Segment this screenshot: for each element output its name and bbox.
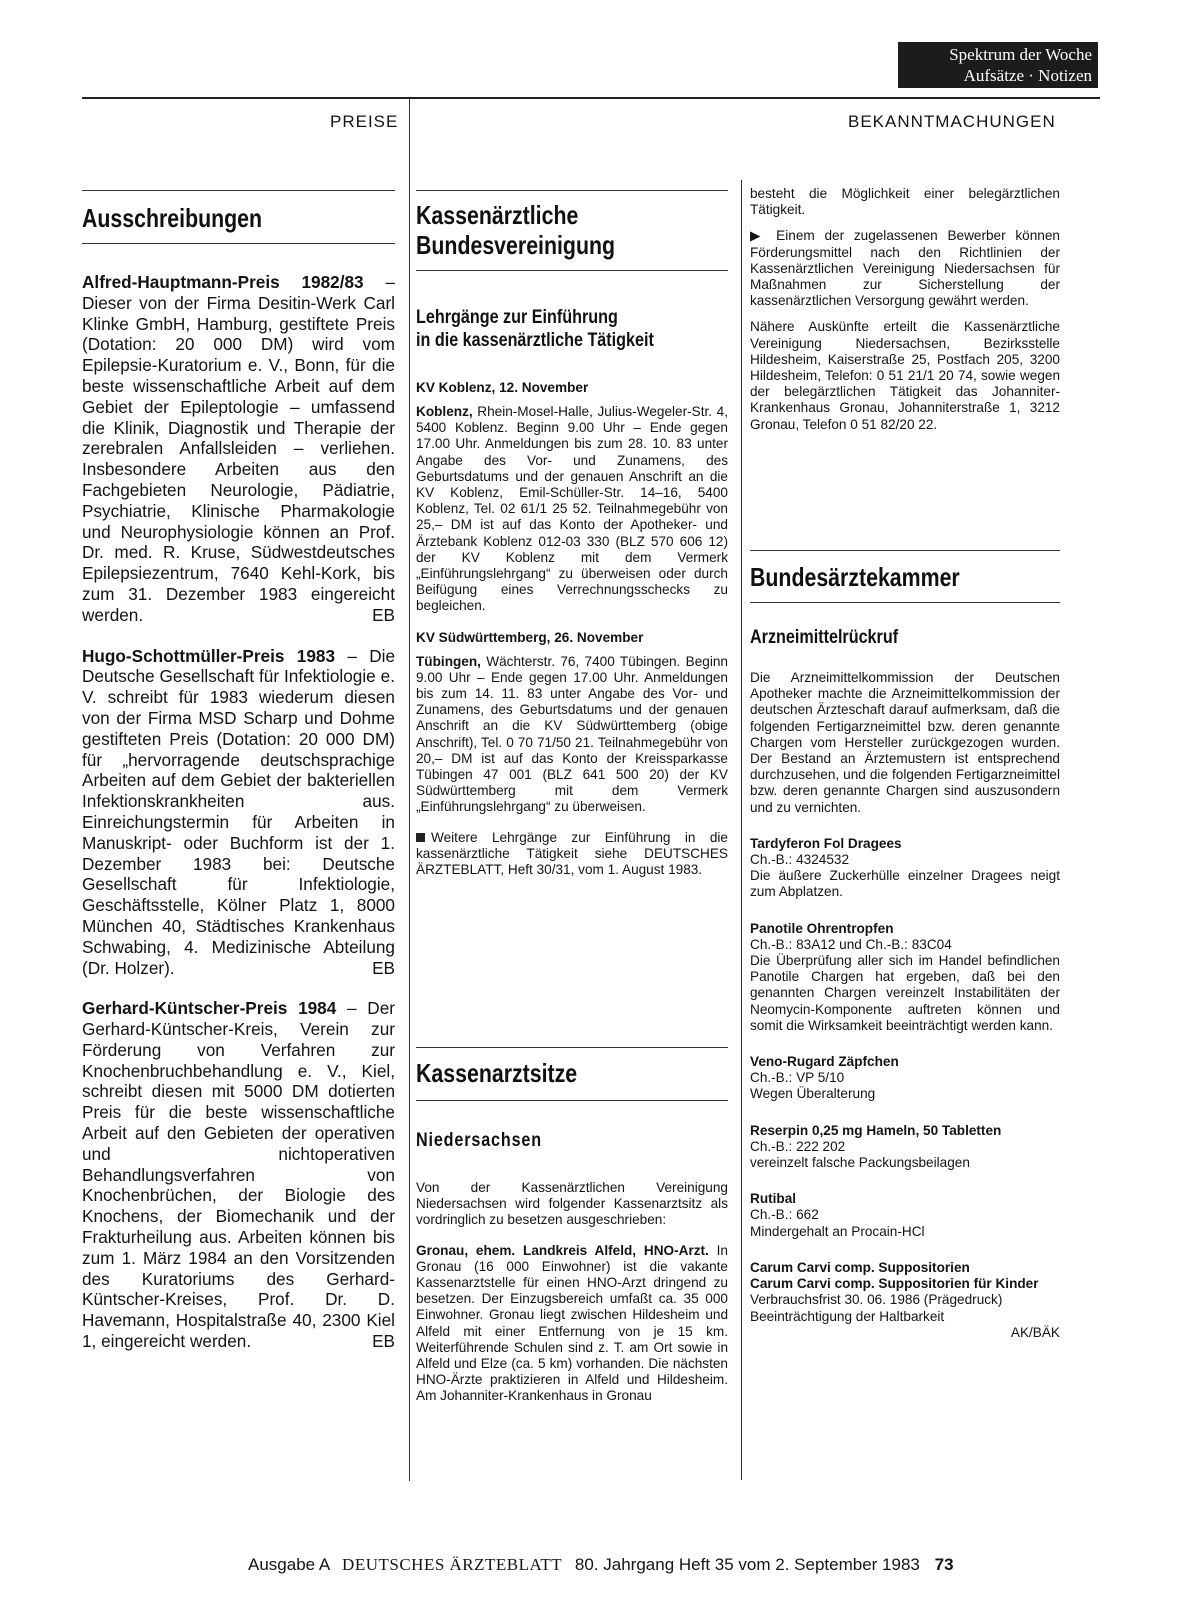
page-footer (248, 1555, 954, 1575)
title-line: Kassenärztliche (416, 200, 579, 230)
vacancy-text (416, 1243, 728, 1405)
vacancy-heading: Gronau, ehem. Landkreis Alfeld, HNO-Arzt. (416, 1242, 709, 1258)
recall-item (750, 1191, 1060, 1240)
article-title-kbv (416, 200, 615, 260)
subheading-line: Lehrgänge zur Einführung (416, 307, 618, 328)
vacancy-intro: Von der Kassenärztlichen Vereinigung Niedersachsen wird folgender Kassenarztsitz als vordringlich zu besetzen ausgeschrieben: (416, 1180, 728, 1228)
section-badge (898, 42, 1098, 88)
drug-charge: Ch.-B.: 83A12 und Ch.-B.: 83C04 (750, 936, 952, 952)
author-initials: EB (372, 604, 395, 625)
subheading-arzneimittelrueckruf: Arzneimittelrückruf (750, 627, 899, 648)
section-label-bekanntmachungen: BEKANNTMACHUNGEN (848, 112, 1056, 131)
course-note-text: Weitere Lehrgänge zur Einführung in die kassenärztliche Tätigkeit siehe DEUTSCHES ÄRZTEBLATT, Heft 30/31, vom 1. August 1983. (416, 829, 728, 878)
rule (750, 602, 1060, 603)
drug-note: Verbrauchsfrist 30. 06. 1986 (Prägedruck) (750, 1292, 1003, 1308)
drug-note: vereinzelt falsche Packungsbeilagen (750, 1155, 970, 1171)
square-bullet-icon (416, 833, 425, 842)
drug-note: Wegen Überalterung (750, 1086, 876, 1102)
footer-edition: Ausgabe A (248, 1555, 330, 1574)
drug-charge: Ch.-B.: 222 202 (750, 1138, 846, 1154)
prize-entry (82, 646, 395, 979)
article-title-kassenarztsitze: Kassenarztsitze (416, 1058, 578, 1088)
prize-title: Alfred-Hauptmann-Preis 1982/83 (82, 272, 364, 292)
recall-item (750, 1260, 1060, 1341)
drug-charge: Ch.-B.: 4324532 (750, 852, 849, 868)
rule (82, 243, 395, 244)
continued-text: besteht die Möglichkeit einer belegärztlichen Tätigkeit. (750, 186, 1060, 218)
prize-entry (82, 272, 395, 626)
subheading-lehrgaenge (416, 306, 654, 352)
prize-text: – Dieser von der Firma Desitin-Werk Carl Klinke GmbH, Hamburg, gestiftete Preis (Dotation: 20 000 DM) wird vom Epilepsie-Kuratorium e. V., Bonn, für die beste wissenschaftliche Arbeit auf dem Gebiet der Epileptologie – umfassend die Klinik, Diagnostik und Therapie der zerebralen Anfallsleiden – verliehen. Insbesondere Arbeiten aus den Fachgebieten Neurologie, Pädiatrie, Psychiatrie, Klinische Pharmakologie und Neurophysiologie können an Prof. Dr. med. R. Kruse, Südwestdeutsches Epilepsiezentrum, 7640 Kehl-Kork, bis zum 31. Dezember 1983 eingereicht werden. (82, 272, 395, 625)
author-initials: AK/BÄK (1010, 1324, 1060, 1340)
kv-courses (416, 379, 728, 878)
article-title-ausschreibungen: Ausschreibungen (82, 203, 263, 233)
rule (416, 270, 728, 271)
contact-info: Nähere Auskünfte erteilt die Kassenärztliche Vereinigung Niedersachsen, Bezirksstelle Hildesheim, Kaiserstraße 25, Postfach 205, 3200 Hildesheim, Telefon: 0 51 21/1 20 74, sowie wegen der belegärztlichen Tätigkeit das Johanniter-Krankenhaus Gronau, Johanniterstraße 1, 3212 Gronau, Telefon 0 51 82/20 22. (750, 319, 1060, 432)
drug-name: Rutibal (750, 1191, 797, 1207)
prize-text: – Die Deutsche Gesellschaft für Infektiologie e. V. schreibt für 1983 wiederum diesen von der Firma MSD Scharp und Dohme gestifteten Preis (Dotation: 20 000 DM) für „hervorragende deutschsprachige Arbeiten auf dem Gebiet der bakteriellen Infektionskrankheiten aus. Einreichungstermin für Arbeiten in Manuskript- oder Buchform ist der 1. Dezember 1983 bei: Deutsche Gesellschaft für Infektiologie, Geschäftsstelle, Kölner Platz 1, 8000 München 40, Städtisches Krankenhaus Schwabing, 4. Medizinische Abteilung (Dr. Holzer). (82, 645, 396, 978)
course-note (416, 830, 728, 879)
author-initials: EB (372, 1331, 395, 1352)
prize-title: Hugo-Schottmüller-Preis 1983 (82, 645, 336, 666)
funding-text: Einem der zugelassenen Bewerber können Förderungsmittel nach den Richtlinien der Kassenärztlichen Vereinigung Niedersachsen für Maßnahmen zur Sicherstellung der kassenärztlichen Versorgung gewährt werden. (750, 228, 1060, 309)
prize-title: Gerhard-Küntscher-Preis 1984 (82, 998, 337, 1019)
footer-issue: 80. Jahrgang Heft 35 vom 2. September 1983 (574, 1555, 920, 1574)
column-divider-2 (741, 180, 742, 1480)
course-city: Tübingen, (416, 653, 481, 669)
prize-entry (82, 998, 395, 1352)
course-heading: KV Koblenz, 12. November (416, 380, 589, 395)
drug-name: Reserpin 0,25 mg Hameln, 50 Tabletten (750, 1122, 1002, 1138)
title-line: Bundesvereinigung (416, 230, 616, 260)
course-text (416, 404, 728, 615)
section-label-preise: PREISE (330, 112, 399, 131)
header-rule (82, 97, 1100, 99)
drug-name: Carum Carvi comp. Suppositorien für Kinder (750, 1276, 1039, 1292)
drug-name: Tardyferon Fol Dragees (750, 835, 902, 851)
funding-note (750, 228, 1060, 309)
rule (750, 550, 1060, 551)
prize-list (82, 272, 395, 1352)
page-number: 73 (934, 1555, 954, 1574)
badge-line-2: Aufsätze · Notizen (963, 66, 1092, 85)
footer-magazine: DEUTSCHES ÄRZTEBLATT (342, 1555, 563, 1574)
recall-notice (750, 670, 1060, 1341)
subheading-niedersachsen: Niedersachsen (416, 1130, 542, 1151)
recall-item (750, 1054, 1060, 1103)
drug-name: Panotile Ohrentropfen (750, 920, 894, 936)
article-title-bundesaerztekammer: Bundesärztekammer (750, 562, 960, 592)
rule (416, 1047, 728, 1048)
drug-note: Mindergehalt an Procain-HCl (750, 1223, 925, 1239)
prize-text: – Der Gerhard-Küntscher-Kreis, Verein zur Förderung von Verfahren zur Knochenbruchbehandlung e. V., Kiel, schreibt diesen mit 5000 DM dotierten Preis für die beste wissenschaftliche Arbeit auf den Gebieten der operativen und nichtoperativen Behandlungsverfahren von Knochenbrüchen, der Biologie des Knochens, der Biomechanik und der Frakturheilung aus. Arbeiten können bis zum 1. März 1984 an den Vorsitzenden des Kuratoriums des Gerhard-Küntscher-Kreises, Prof. Dr. D. Havemann, Hospitalstraße 40, 2300 Kiel 1, eingereicht werden. (82, 998, 395, 1352)
drug-name: Veno-Rugard Zäpfchen (750, 1054, 899, 1070)
author-initials: EB (372, 957, 395, 978)
triangle-bullet-icon: ▶ (750, 228, 767, 244)
vacancy-details: In Gronau (16 000 Einwohner) ist die vakante Kassenarztstelle für einen HNO-Arzt dringend zu besetzen. Der Einzugsbereich umfaßt ca. 35 000 Einwohner. Gronau liegt zwischen Hildesheim und Alfeld mit einer Entfernung von je 15 km. Weiterführende Schulen sind z. T. am Ort sowie in Alfeld und Elze (ca. 5 km) vorhanden. Die nächsten HNO-Ärzte praktizieren in Alfeld und Hildesheim. Am Johanniter-Krankenhaus in Gronau (416, 1242, 728, 1404)
vacancy (416, 1180, 728, 1405)
rule (416, 190, 728, 191)
column-divider-1 (409, 99, 410, 1481)
subheading-line: in die kassenärztliche Tätigkeit (416, 330, 654, 351)
vacancy-continued (750, 186, 1060, 433)
badge-line-1: Spektrum der Woche (949, 45, 1092, 64)
recall-item (750, 1123, 1060, 1172)
recall-item (750, 836, 1060, 901)
course-heading: KV Südwürttemberg, 26. November (416, 629, 644, 645)
recall-intro: Die Arzneimittelkommission der Deutschen Apotheker machte die Arzneimittelkommission der deutschen Ärzteschaft darauf aufmerksam, daß die folgenden Fertigarzneimittel bzw. deren genannte Chargen vom Hersteller zurückgezogen wurden. Der Bestand an Ärztemustern ist entsprechend durchzusehen, und die folgenden Fertigarzneimittel bzw. deren genannte Chargen sind auszusondern und zu vernichten. (750, 670, 1060, 815)
drug-note: Beeinträchtigung der Haltbarkeit (750, 1308, 945, 1324)
drug-note: Die Überprüfung aller sich im Handel befindlichen Panotile Chargen hat ergeben, daß bei den genannten Chargen vereinzelt Instabilitäten der Neomycin-Komponente auftreten können und somit die Wirksamkeit beeinträchtigt werden kann. (750, 953, 1060, 1033)
drug-note: Die äußere Zuckerhülle einzelner Dragees neigt zum Abplatzen. (750, 868, 1060, 900)
drug-charge: Ch.-B.: 662 (750, 1207, 819, 1223)
rule (416, 1100, 728, 1101)
course-details: Rhein-Mosel-Halle, Julius-Wegeler-Str. 4, 5400 Koblenz. Beginn 9.00 Uhr – Ende gegen 17.00 Uhr. Anmeldungen bis zum 28. 10. 83 unter Angabe des Vor- und Zunamens, des Geburtsdatums und der genauen Anschrift an die KV Koblenz, Emil-Schüller-Str. 14–16, 5400 Koblenz, Tel. 02 61/1 25 52. Teilnahmegebühr von 25,– DM ist auf das Konto der Apotheker- und Ärztebank Koblenz 012-03 330 (BLZ 570 606 12) der KV Koblenz mit dem Vermerk „Einführungslehrgang“ zu überweisen oder durch Beifügung eines Verrechnungsschecks zu begleichen. (416, 404, 728, 614)
drug-name: Carum Carvi comp. Suppositorien (750, 1259, 970, 1275)
rule (82, 190, 395, 191)
course-city: Koblenz, (416, 404, 473, 419)
course-details: Wächterstr. 76, 7400 Tübingen. Beginn 9.00 Uhr – Ende gegen 17.00 Uhr. Anmeldungen bis zum 14. 11. 83 unter Angabe des Vor- und Zunamens, des Geburtsdatums und der genauen Anschrift an die KV Südwürttemberg (obige Anschrift), Tel. 0 70 71/50 21. Teilnahmegebühr von 20,– DM ist auf das Konto der Kreissparkasse Tübingen 47 001 (BLZ 641 500 20) der KV Südwürttemberg mit dem Vermerk „Einführungslehrgang“ zu überweisen. (416, 653, 728, 815)
drug-charge: Ch.-B.: VP 5/10 (750, 1070, 845, 1086)
course-text (416, 654, 728, 816)
recall-item (750, 921, 1060, 1034)
